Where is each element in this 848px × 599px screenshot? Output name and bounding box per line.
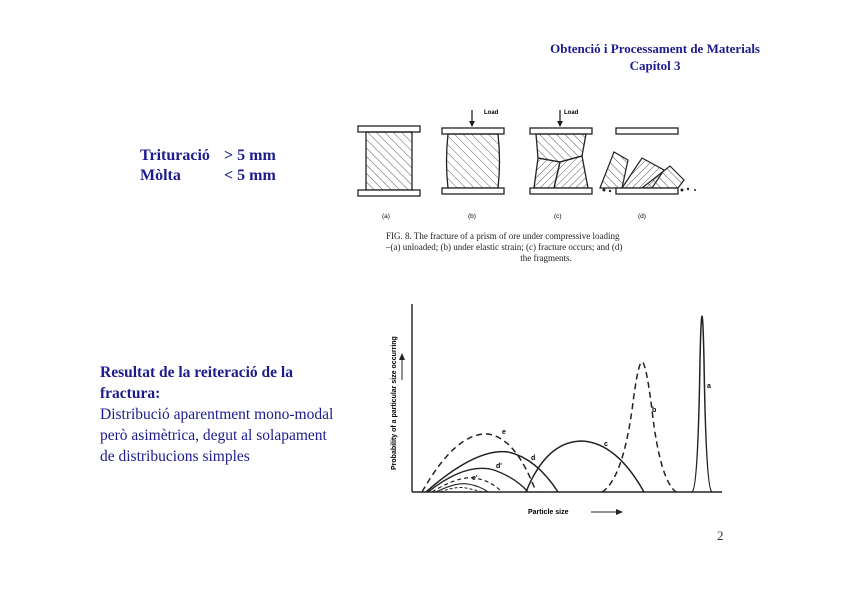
size-value: > 5 mm — [224, 147, 276, 164]
panel-b — [442, 110, 504, 194]
size-distribution-figure — [376, 300, 726, 528]
curve-label: c — [604, 441, 608, 448]
y-axis-label: Probability of a particular size occurring — [391, 336, 398, 470]
curve-label: b — [652, 407, 657, 414]
load-label: Load — [564, 110, 579, 116]
page-number: 2 — [717, 528, 724, 543]
curve-label: d' — [496, 463, 502, 470]
curve-b — [602, 362, 676, 492]
panel-label: (c) — [554, 213, 562, 220]
result-body: Distribució aparentment mono-modal però asimètrica, degut al solapament de distribucions simples — [100, 406, 334, 465]
size-name: Mòlta — [140, 167, 181, 184]
header-chapter: Capítol 3 — [629, 58, 681, 73]
header-title: Obtenció i Processament de Materials — [550, 41, 760, 56]
panel-a — [358, 126, 420, 196]
curve-c — [526, 441, 644, 492]
caption-line: the fragments. — [520, 253, 572, 263]
curve-label: d — [531, 455, 536, 462]
curve-label: e' — [472, 475, 478, 482]
load-label: Load — [484, 110, 499, 116]
panel-c — [530, 110, 592, 194]
panel-label: (a) — [382, 213, 390, 220]
size-name: Trituració — [140, 147, 210, 164]
size-value: < 5 mm — [224, 167, 276, 184]
panel-label: (b) — [468, 213, 476, 220]
x-axis-label: Particle size — [528, 509, 569, 516]
curve-e-prime — [432, 478, 502, 492]
size-row-crushing — [140, 146, 276, 166]
size-classification — [140, 146, 276, 186]
header — [550, 40, 760, 74]
result-title: Resultat de la reiteració de la fractura: — [100, 364, 293, 402]
curve-a — [692, 316, 712, 492]
fracture-figure — [352, 100, 722, 225]
panel-d — [600, 128, 696, 194]
curve-label: e — [502, 429, 506, 436]
result-text — [100, 362, 340, 467]
panel-label: (d) — [638, 213, 646, 220]
curve-label: a — [707, 383, 711, 390]
caption-line: –(a) unloaded; (b) under elastic strain; (c) fracture occurs; and (d) — [386, 242, 623, 252]
size-row-grinding — [140, 166, 276, 186]
figure-caption — [386, 231, 706, 264]
caption-line: FIG. 8. The fracture of a prism of ore under compressive loading — [386, 231, 620, 241]
